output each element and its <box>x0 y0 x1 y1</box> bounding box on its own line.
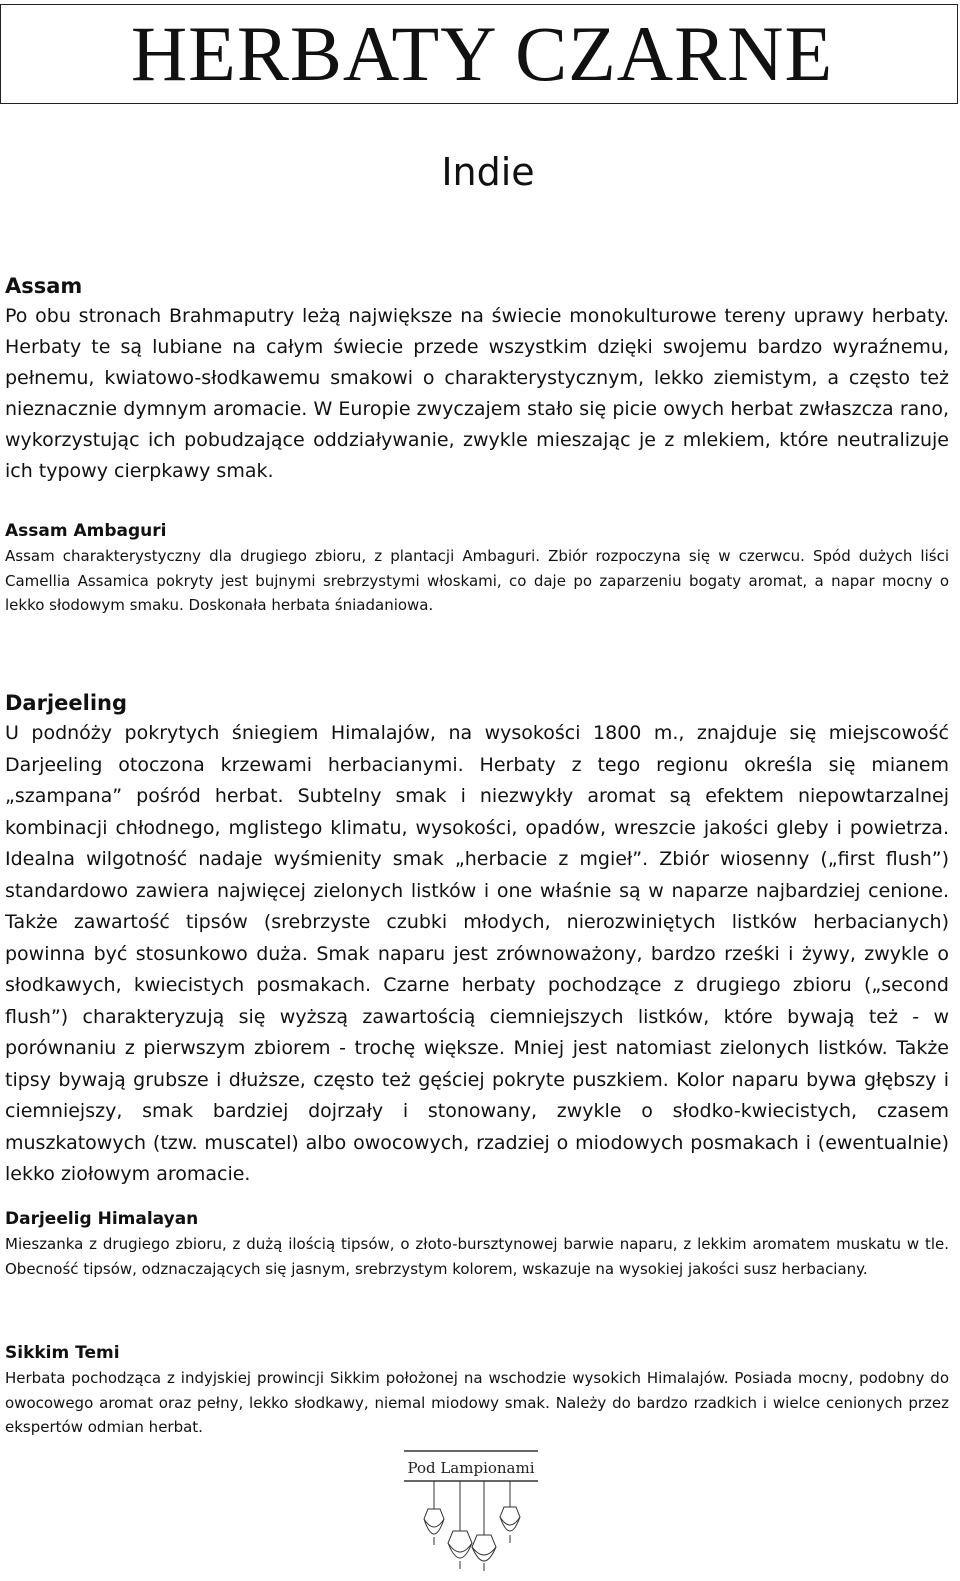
section-heading: Sikkim Temi <box>5 1343 120 1363</box>
section-text: Po obu stronach Brahmaputry leżą największe na świecie monokulturowe tereny uprawy herbaty. Herbaty te są lubiane na całym świecie przede wszystkim dzięki swojemu bardzo wyraźnemu, pełnemu, kwiatowo-słodkawemu smakowi o charakterystycznym, lekko ziemistym, a często też nieznacznie dymnym aromacie. W Europie zwyczajem stało się picie owych herbat zwłaszcza rano, wykorzystując ich pobudzające oddziaływanie, zwykle mieszając je z mlekiem, które neutralizuje ich typowy cierpkawy smak. <box>5 305 949 482</box>
title-box <box>0 4 958 104</box>
lantern-icon <box>472 1535 496 1571</box>
logo-text: Pod Lampionami <box>407 1459 535 1477</box>
lantern-icon <box>424 1509 444 1545</box>
lantern-icon <box>500 1507 520 1543</box>
page-title: HERBATY CZARNE <box>130 10 834 97</box>
section-darjeeling <box>5 688 949 1191</box>
section-text: Herbata pochodząca z indyjskiej prowincji Sikkim położonej na wschodzie wysokich Himalajów. Posiada mocny, podobny do owocowego aromat oraz pełny, lekko słodkawy, niemal miodowy smak. Należy do bardzo rzadkich i wielce cenionych przez ekspertów odmian herbat. <box>5 1369 949 1436</box>
section-heading: Assam <box>5 274 83 298</box>
section-heading: Darjeeling <box>5 691 128 715</box>
section-text: U podnóży pokrytych śniegiem Himalajów, na wysokości 1800 m., znajduje się miejscowość Darjeeling otoczona krzewami herbacianymi. Herbaty z tego regionu określa się mianem „szampana” pośród herbat. Subtelny smak i niezwykły aromat są efektem niepowtarzalnej kombinacji chłodnego, mglistego klimatu, wysokości, opadów, wreszcie jakości gleby i powietrza. Idealna wilgotność nadaje wyśmienity smak „herbacie z mgieł”. Zbiór wiosenny („first flush”) standardowo zawiera najwięcej zielonych listków i one właśnie są w naparze najbardziej cenione. Także zawartość tipsów (srebrzyste czubki młodych, nierozwiniętych listków herbacianych) powinna być stosunkowo duża. Smak naparu jest zrównoważony, bardzo rześki i żywy, zwykle o słodkawych, kwiecistych posmakach. Czarne herbaty pochodzące z drugiego zbioru („second flush”) charakteryzują się wyższą zawartością ciemniejszych listków, które bywają też - w porównaniu z pierwszym zbiorem - trochę większe. Mniej jest natomiast zielonych listków. Także tipsy bywają grubsze i dłuższe, często też gęściej pokryte puszkiem. Kolor naparu bywa głębszy i ciemniejszy, smak bardziej dojrzały i stonowany, zwykle o słodko-kwiecistych, czasem muszkatowych (tzw. muscatel) albo owocowych, rzadziej o miodowych posmakach i (ewentualnie) lekko ziołowym aromacie. <box>5 722 949 1185</box>
section-sikkim-temi <box>5 1340 949 1440</box>
section-assam-ambaguri <box>5 518 949 618</box>
section-text: Assam charakterystyczny dla drugiego zbioru, z plantacji Ambaguri. Zbiór rozpoczyna się w czerwcu. Spód dużych liści Camellia Assamica pokryty jest bujnymi srebrzystymi włoskami, co daje po zaparzeniu bogaty aromat, a napar mocny o lekko słodowym smaku. Doskonała herbata śniadaniowa. <box>5 547 949 614</box>
lantern-icon <box>448 1531 472 1569</box>
region-heading: Indie <box>441 150 535 194</box>
section-text: Mieszanka z drugiego zbioru, z dużą ilością tipsów, o złoto-bursztynowej barwie naparu, z lekkim aromatem muskatu w tle. Obecność tipsów, odznaczających się jasnym, srebrzystym kolorem, wskazuje na wysokiej jakości susz herbaciany. <box>5 1235 949 1278</box>
section-heading: Assam Ambaguri <box>5 521 167 541</box>
section-assam <box>5 271 949 487</box>
section-darjeeling-himalayan <box>5 1206 949 1281</box>
section-heading: Darjeelig Himalayan <box>5 1209 199 1229</box>
pod-lampionami-logo <box>402 1449 540 1577</box>
